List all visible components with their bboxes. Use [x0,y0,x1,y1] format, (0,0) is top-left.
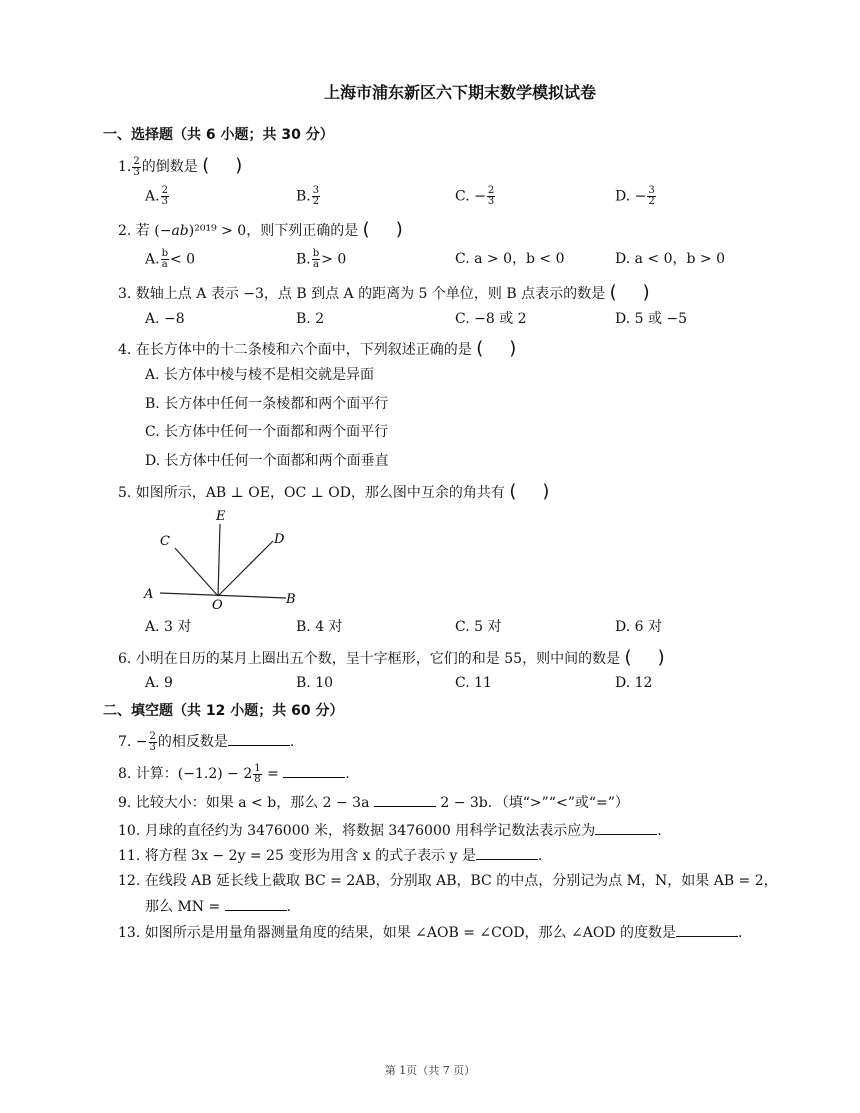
question-4: 4. 在长方体中的十二条棱和六个面中，下列叙述正确的是 ( ) [118,338,517,359]
q4-option-b: B. 长方体中任何一条棱都和两个面平行 [145,396,389,412]
page-title: 上海市浦东新区六下期末数学模拟试卷 [323,83,596,102]
question-12: 12. 在线段 AB 延长线上截取 BC = 2AB，分别取 AB，BC 的中点，分别记为点 M，N，如果 AB = 2， [118,873,778,889]
answer-blank[interactable] [283,763,345,778]
question-11: 11. 将方程 3x − 2y = 25 变形为用含 x 的式子表示 y 是 . [118,845,542,866]
q3-option-b: B. 2 [296,311,325,327]
answer-blank[interactable] [676,922,738,937]
answer-blank[interactable] [228,731,290,746]
question-1 [118,156,242,178]
q2-option-b: B. $\frac{b}{a}$ > 0 [296,248,347,270]
question-2: 2. 若 (−ab)²⁰¹⁹ > 0，则下列正确的是 ( ) [118,219,403,240]
ray-oe [218,524,220,596]
q4-option-a: A. 长方体中棱与棱不是相交就是异面 [145,367,375,383]
q1-option-b: B. $\frac{3}{2}$ [296,185,320,207]
q3-option-d: D. 5 或 −5 [615,311,688,327]
page-footer: 第 1页（共 7 页） [384,1064,476,1077]
answer-blank[interactable] [374,792,436,807]
label-c: C [160,534,170,549]
label-b: B [286,592,296,607]
answer-blank[interactable] [595,820,657,835]
q3-option-a: A. −8 [145,311,185,327]
answer-paren-open: ( [202,155,210,176]
label-e: E [216,509,226,524]
q1-option-d: D. − $\frac{3}{2}$ [615,185,655,207]
line-ab [160,593,286,598]
q5-option-c: C. 5 对 [455,619,502,635]
q4-option-d: D. 长方体中任何一个面都和两个面垂直 [145,453,389,469]
q2-option-c: C. a > 0，b < 0 [455,251,565,267]
q2-option-d: D. a < 0，b > 0 [615,251,726,267]
q4-option-c: C. 长方体中任何一个面都和两个面平行 [145,424,389,440]
question-6: 6. 小明在日历的某月上圈出五个数，呈十字框形，它们的和是 55，则中间的数是 ( ) [118,647,665,668]
question-7: 7. − $\frac{2}{3}$ 的相反数是 . [118,730,295,753]
angle-figure [140,506,310,612]
question-8: 8. 计算：(−1.2) − 2 $\frac{1}{8}$ = . [118,762,350,785]
label-o: O [212,598,223,612]
q6-option-b: B. 10 [296,675,334,691]
q2-option-a: A. $\frac{b}{a}$ < 0 [145,248,196,270]
question-5: 5. 如图所示，AB ⊥ OE，OC ⊥ OD，那么图中互余的角共有 ( ) [118,481,550,502]
q5-option-d: D. 6 对 [615,619,662,635]
fraction: $\frac{2}{3}$ [133,155,140,178]
q6-option-a: A. 9 [145,675,173,691]
q5-option-a: A. 3 对 [145,619,192,635]
section-fill-title: 二、填空题（共 12 小题；共 60 分） [103,703,344,719]
ray-oc [175,548,218,596]
question-13: 13. 如图所示是用量角器测量角度的结果，如果 ∠AOB = ∠COD，那么 ∠AOD 的度数是 . [118,922,742,943]
q1-option-c: C. − $\frac{2}{3}$ [455,185,495,207]
q5-option-b: B. 4 对 [296,619,343,635]
question-number: 1. [118,159,132,175]
q1-option-a: A. $\frac{2}{3}$ [145,185,168,207]
ray-od [218,541,273,596]
answer-blank[interactable] [225,896,287,911]
label-d: D [274,532,285,547]
section-choice-title: 一、选择题（共 6 小题；共 30 分） [103,127,334,143]
question-3: 3. 数轴上点 A 表示 −3，点 B 到点 A 的距离为 5 个单位，则 B 点表示的数是 ( ) [118,282,650,303]
q6-option-c: C. 11 [455,675,492,691]
q6-option-d: D. 12 [615,675,653,691]
question-10: 10. 月球的直径约为 3476000 米，将数据 3476000 用科学记数法表示应为 . [118,820,662,841]
answer-paren-close: ) [235,155,243,176]
answer-blank[interactable] [476,845,538,860]
question-9: 9. 比较大小：如果 a < b，那么 2 − 3a 2 − 3b．（填“>”“<”或“=”） [118,792,629,813]
label-a: A [144,587,154,602]
question-12-line2: 那么 MN = . [145,896,291,917]
q3-option-c: C. −8 或 2 [455,311,527,327]
question-text: 的倒数是 [141,159,198,175]
